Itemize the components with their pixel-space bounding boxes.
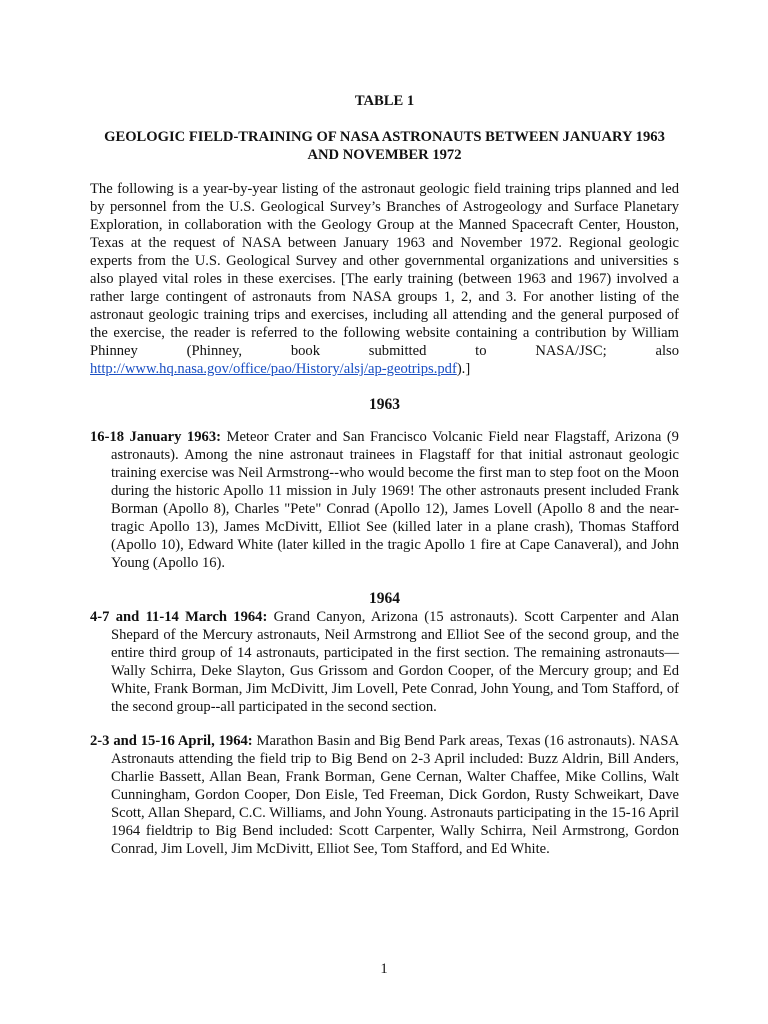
intro-text-after-link: ).]: [456, 361, 471, 377]
intro-text-before-link: The following is a year-by-year listing of the astronaut geologic field training trips planned and led by personnel from the U.S. Geological Survey’s Branches of Astrogeology and Surface Planetary Exploration, in collaboration with the Geology Group at the Manned Spacecraft Center, Houston, Texas at the request of NASA between January 1963 and November 1972. Regional geologic experts from the U.S. Geological Survey and other governmental organizations and universities s also played vital roles in these exercises. [The early training (between 1963 and 1967) involved a rather large contingent of astronauts from NASA groups 1, 2, and 3. For another listing of the astronaut geologic training trips and exercises, including all attending and the general purposed of the exercise, the reader is referred to the following website containing a contribution by William Phinney (Phinney, book submitted to NASA/JSC; also: [90, 181, 679, 359]
table-label: TABLE 1: [354, 93, 415, 109]
entry-1963-january: [90, 428, 679, 572]
entry-1964-march: [90, 608, 679, 716]
entry-text: Grand Canyon, Arizona (15 astronauts). Scott Carpenter and Alan Shepard of the Mercury astronauts, Neil Armstrong and Elliot See of the second group, and the entire third group of 14 astronauts, participated in the first section. The remaining astronauts—Wally Schirra, Deke Slayton, Gus Grissom and Gordon Cooper, of the Mercury group; and Ed White, Frank Borman, Jim McDivitt, Jim Lovell, Pete Conrad, John Young, and Tom Stafford, of the second group--all participated in the second section.: [111, 609, 679, 715]
geotrips-link[interactable]: http://www.hq.nasa.gov/office/pao/History/alsj/ap-geotrips.pdf: [90, 361, 457, 377]
entry-text: Marathon Basin and Big Bend Park areas, Texas (16 astronauts). NASA Astronauts attending the field trip to Big Bend on 2-3 April included: Buzz Aldrin, Bill Anders, Charlie Bassett, Allan Bean, Frank Borman, Gene Cernan, Walter Chaffee, Mike Collins, Walt Cunningham, Gordon Cooper, Don Eisle, Ted Freeman, Dick Gordon, Rusty Schweikart, Dave Scott, Allan Shepard, C.C. Williams, and John Young. Astronauts participating in the 15-16 April 1964 fieldtrip to Big Bend included: Scott Carpenter, Wally Schirra, Neil Armstrong, Gordon Conrad, Jim Lovell, Jim McDivitt, Elliot See, Tom Stafford, and Ed White.: [111, 733, 679, 857]
entry-text: Meteor Crater and San Francisco Volcanic Field near Flagstaff, Arizona (9 astronauts). Among the nine astronaut trainees in Flagstaff for that initial astronaut geologic training exercise was Neil Armstrong--who would become the first man to step foot on the Moon during the historic Apollo 11 mission in July 1969! The other astronauts present included Frank Borman (Apollo 8), Charles "Pete" Conrad (Apollo 12), James Lovell (Apollo 8 and the near-tragic Apollo 13), James McDivitt, Elliot See (killed later in a plane crash), Thomas Stafford (Apollo 10), Edward White (later killed in the tragic Apollo 1 fire at Cape Canaveral), and John Young (Apollo 16).: [111, 429, 679, 571]
year-heading-1963: 1963: [369, 396, 400, 413]
page-number: 1: [380, 961, 388, 977]
entry-date: 4-7 and 11-14 March 1964:: [90, 609, 268, 625]
intro-paragraph: [90, 180, 679, 378]
document-title: GEOLOGIC FIELD-TRAINING OF NASA ASTRONAUTS BETWEEN JANUARY 1963 AND NOVEMBER 1972: [104, 129, 665, 163]
document-page: [90, 92, 679, 858]
year-heading-1964: 1964: [369, 590, 400, 607]
entry-date: 2-3 and 15-16 April, 1964:: [90, 733, 253, 749]
entry-date: 16-18 January 1963:: [90, 429, 221, 445]
entry-1964-april: [90, 732, 679, 858]
